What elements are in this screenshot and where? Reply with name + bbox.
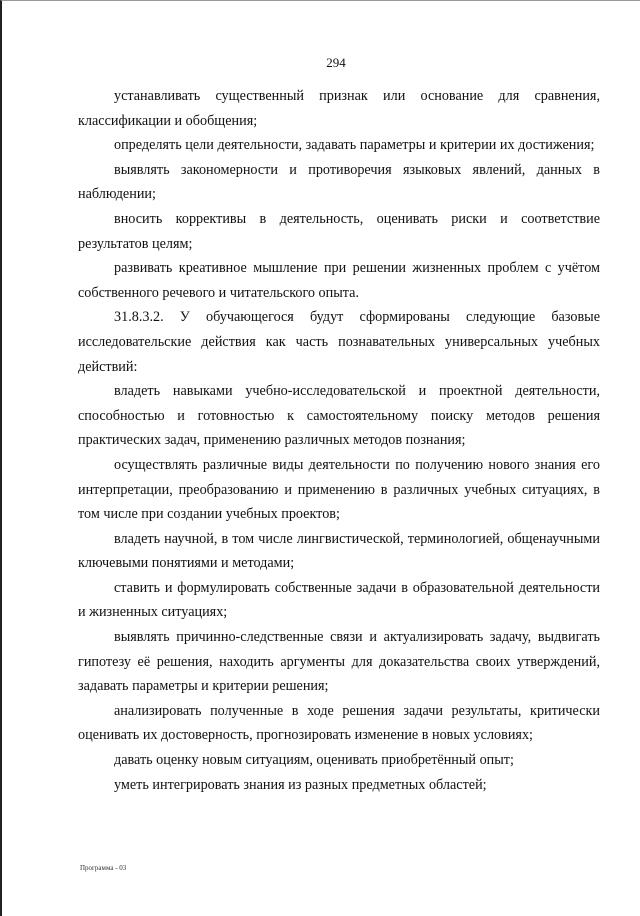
paragraph: устанавливать существенный признак или основание для сравнения, классификации и обобщения; [78, 88, 600, 129]
footer-label: Программа - 03 [80, 864, 127, 872]
paragraph: давать оценку новым ситуациям, оценивать приобретённый опыт; [114, 752, 514, 769]
document-body [78, 84, 600, 797]
paragraph: выявлять причинно-следственные связи и актуализировать задачу, выдвигать гипотезу её решения, находить аргументы для доказательства своих утверждений, задавать параметры и критерии решения; [78, 629, 600, 695]
paragraph: владеть навыками учебно-исследовательской и проектной деятельности, способностью и готовностью к самостоятельному поиску методов решения практических задач, применению различных методов познания; [78, 383, 600, 449]
paragraph: развивать креативное мышление при решении жизненных проблем с учётом собственного речевого и читательского опыта. [78, 260, 600, 301]
paragraph: вносить коррективы в деятельность, оценивать риски и соответствие результатов целям; [78, 210, 600, 252]
paragraph: уметь интегрировать знания из разных предметных областей; [114, 776, 487, 793]
paragraph: определять цели деятельности, задавать параметры и критерии их достижения; [114, 137, 595, 154]
section-paragraph: 31.8.3.2. У обучающегося будут сформированы следующие базовые исследовательские действия как часть познавательных универсальных учебных действий: [78, 309, 600, 375]
page-number: 294 [326, 55, 346, 70]
paragraph: ставить и формулировать собственные задачи в образовательной деятельности и жизненных ситуациях; [78, 579, 600, 621]
paragraph: владеть научной, в том числе лингвистической, терминологией, общенаучными ключевыми понятиями и методами; [78, 530, 600, 572]
paragraph: выявлять закономерности и противоречия языковых явлений, данных в наблюдении; [78, 161, 600, 203]
paragraph: анализировать полученные в ходе решения задачи результаты, критически оценивать их достоверность, прогнозировать изменение в новых условиях; [78, 702, 600, 744]
paragraph: осуществлять различные виды деятельности по получению нового знания его интерпретации, преобразованию и применению в различных учебных ситуациях, в том числе при создании учебных проектов; [78, 456, 600, 523]
